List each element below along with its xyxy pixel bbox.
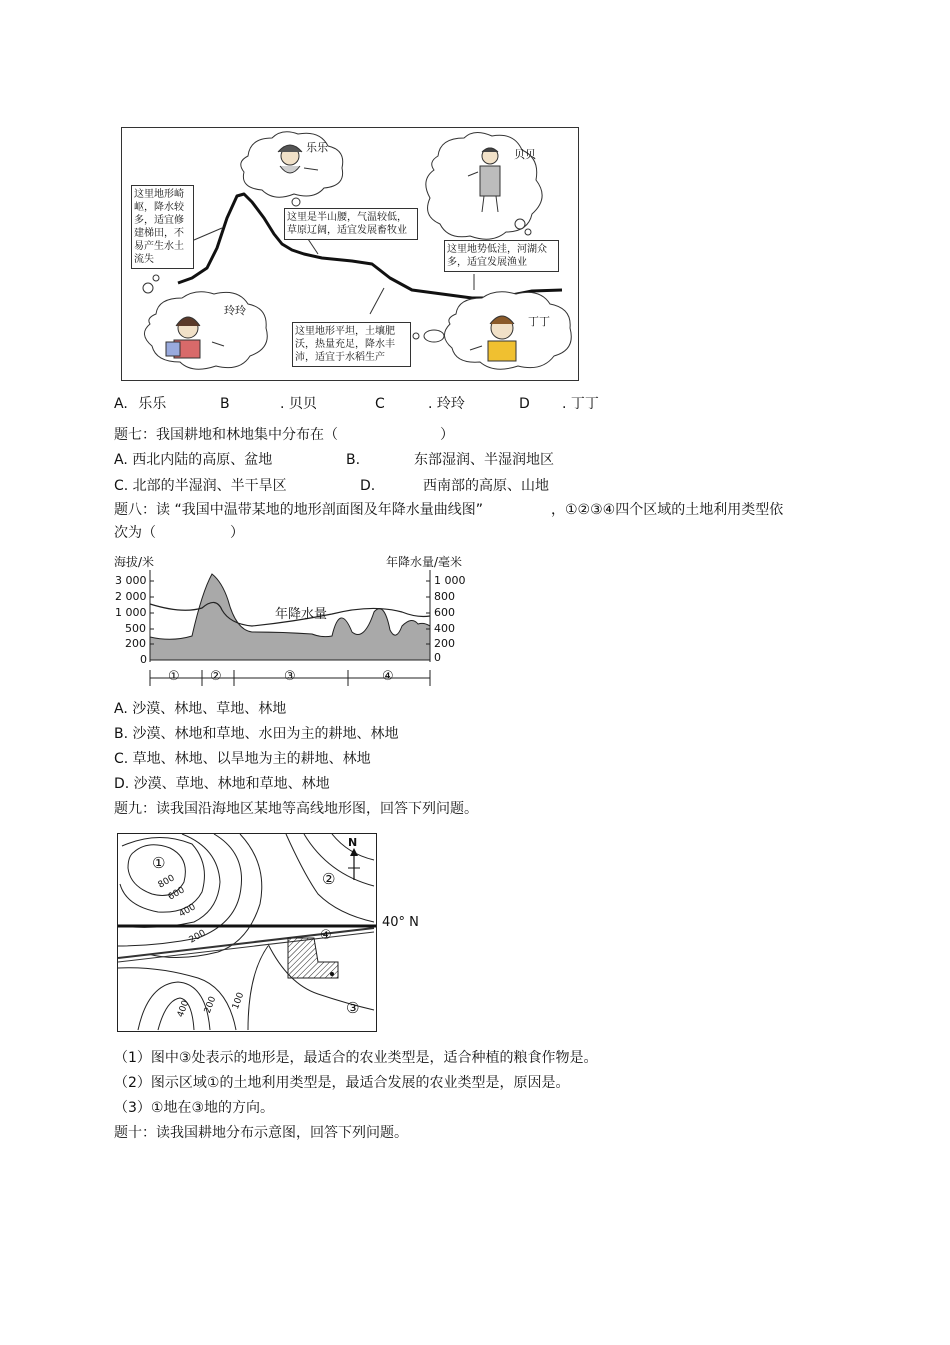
name-beibei: 贝贝 — [514, 148, 536, 161]
right-tick-600: 600 — [434, 606, 455, 619]
q8-option-d: D. 沙漠、草地、林地和草地、林地 — [114, 776, 330, 792]
q6-option-d-text: . 丁丁 — [562, 396, 599, 412]
q6-option-b-letter: B — [220, 396, 230, 412]
q6-option-c-text: . 玲玲 — [428, 396, 465, 412]
q7-stem-end: ） — [440, 427, 454, 443]
option-letter: A. — [114, 396, 128, 412]
dialogue-box-3: 这里地势低洼，河湖众多，适宜发展渔业 — [444, 240, 559, 272]
q9-sub-2: （2）图示区域①的土地利用类型是，最适合发展的农业类型是，原因是。 — [114, 1075, 570, 1091]
region-4: ④ — [382, 669, 394, 684]
q10-stem: 题十：读我国耕地分布示意图，回答下列问题。 — [114, 1125, 408, 1141]
name-dingding: 丁丁 — [528, 315, 550, 328]
dialogue-box-1: 这里地形崎岖，降水较多，适宜修建梯田，不易产生水土流失 — [131, 185, 194, 269]
dialogue-box-4: 这里地形平坦，土壤肥沃，热量充足，降水丰沛，适宜于水稻生产 — [292, 322, 411, 367]
q7-option-a: A. 西北内陆的高原、盆地 — [114, 452, 273, 468]
right-tick-0: 0 — [434, 651, 441, 664]
q8-option-b: B. 沙漠、林地和草地、水田为主的耕地、林地 — [114, 726, 399, 742]
q8-stem-line1: 题八：读 “我国中温带某地的地形剖面图及年降水量曲线图” — [114, 502, 483, 518]
option-text: 乐乐 — [138, 396, 167, 412]
q8-stem-line2: 次为（ — [114, 525, 156, 541]
q7-option-b-text: 东部湿润、半湿润地区 — [414, 452, 554, 468]
q6-option-c-letter: C — [375, 396, 385, 412]
q6-option-d-letter: D — [519, 396, 530, 412]
q8-stem-line1b: ，①②③④四个区域的土地利用类型依 — [551, 502, 784, 518]
left-axis-title: 海拔/米 — [114, 555, 155, 569]
left-tick-200: 200 — [125, 637, 146, 650]
latitude-label: 40° N — [382, 915, 419, 930]
q9-sub-3: （3）①地在③地的方向。 — [114, 1100, 275, 1116]
marker-1: ① — [152, 854, 166, 872]
contour-label-200: 200 — [187, 928, 208, 946]
contour-label-100: 100 — [230, 991, 247, 1011]
right-tick-800: 800 — [434, 590, 455, 603]
contour-label-200b: 200 — [202, 995, 219, 1015]
q8-option-c: C. 草地、林地、以旱地为主的耕地、林地 — [114, 751, 371, 767]
right-axis-title: 年降水量/毫米 — [386, 555, 463, 569]
name-lingling: 玲玲 — [224, 304, 246, 317]
marker-4: ④ — [320, 928, 332, 943]
right-tick-400: 400 — [434, 622, 455, 635]
left-tick-2000: 2 000 — [115, 590, 147, 603]
north-label: N — [348, 836, 358, 849]
q7-option-b-letter: B. — [346, 452, 361, 468]
right-tick-200: 200 — [434, 637, 455, 650]
q8-option-a: A. 沙漠、林地、草地、林地 — [114, 701, 287, 717]
right-tick-1000: 1 000 — [434, 574, 466, 587]
q9-sub-1: （1）图中③处表示的地形是，最适合的农业类型是，适合种植的粮食作物是。 — [114, 1050, 598, 1066]
contour-label-400: 400 — [177, 902, 198, 920]
contour-label-800: 800 — [156, 873, 177, 891]
left-tick-1000: 1 000 — [115, 606, 147, 619]
precip-curve-label: 年降水量 — [275, 607, 328, 622]
marker-2: ② — [322, 870, 336, 888]
region-1: ① — [168, 669, 180, 684]
marker-3: ③ — [346, 999, 360, 1017]
contour-label-600: 600 — [166, 885, 187, 903]
q7-option-c: C. 北部的半湿润、半干旱区 — [114, 478, 287, 494]
left-tick-3000: 3 000 — [115, 574, 147, 587]
q7-option-d-letter: D. — [360, 478, 376, 494]
name-lele: 乐乐 — [306, 141, 328, 154]
city-hatched-area — [288, 938, 338, 978]
region-2: ② — [210, 669, 222, 684]
cloud-lingling — [143, 275, 267, 369]
q6-option-a — [114, 394, 166, 414]
region-3: ③ — [284, 669, 296, 684]
q7-option-d-text: 西南部的高原、山地 — [423, 478, 549, 494]
q9-stem: 题九：读我国沿海地区某地等高线地形图，回答下列问题。 — [114, 801, 478, 817]
dialogue-box-2: 这里是半山腰，气温较低，草原辽阔，适宜发展畜牧业 — [284, 208, 418, 240]
contour-label-400b: 400 — [175, 999, 192, 1019]
q6-option-b-text: . 贝贝 — [280, 396, 317, 412]
q7-stem: 题七：我国耕地和林地集中分布在（ — [114, 427, 338, 443]
q8-stem-line2-end: ） — [230, 525, 244, 541]
left-tick-0: 0 — [140, 653, 147, 666]
left-tick-500: 500 — [125, 622, 146, 635]
north-arrow-icon — [348, 848, 360, 880]
